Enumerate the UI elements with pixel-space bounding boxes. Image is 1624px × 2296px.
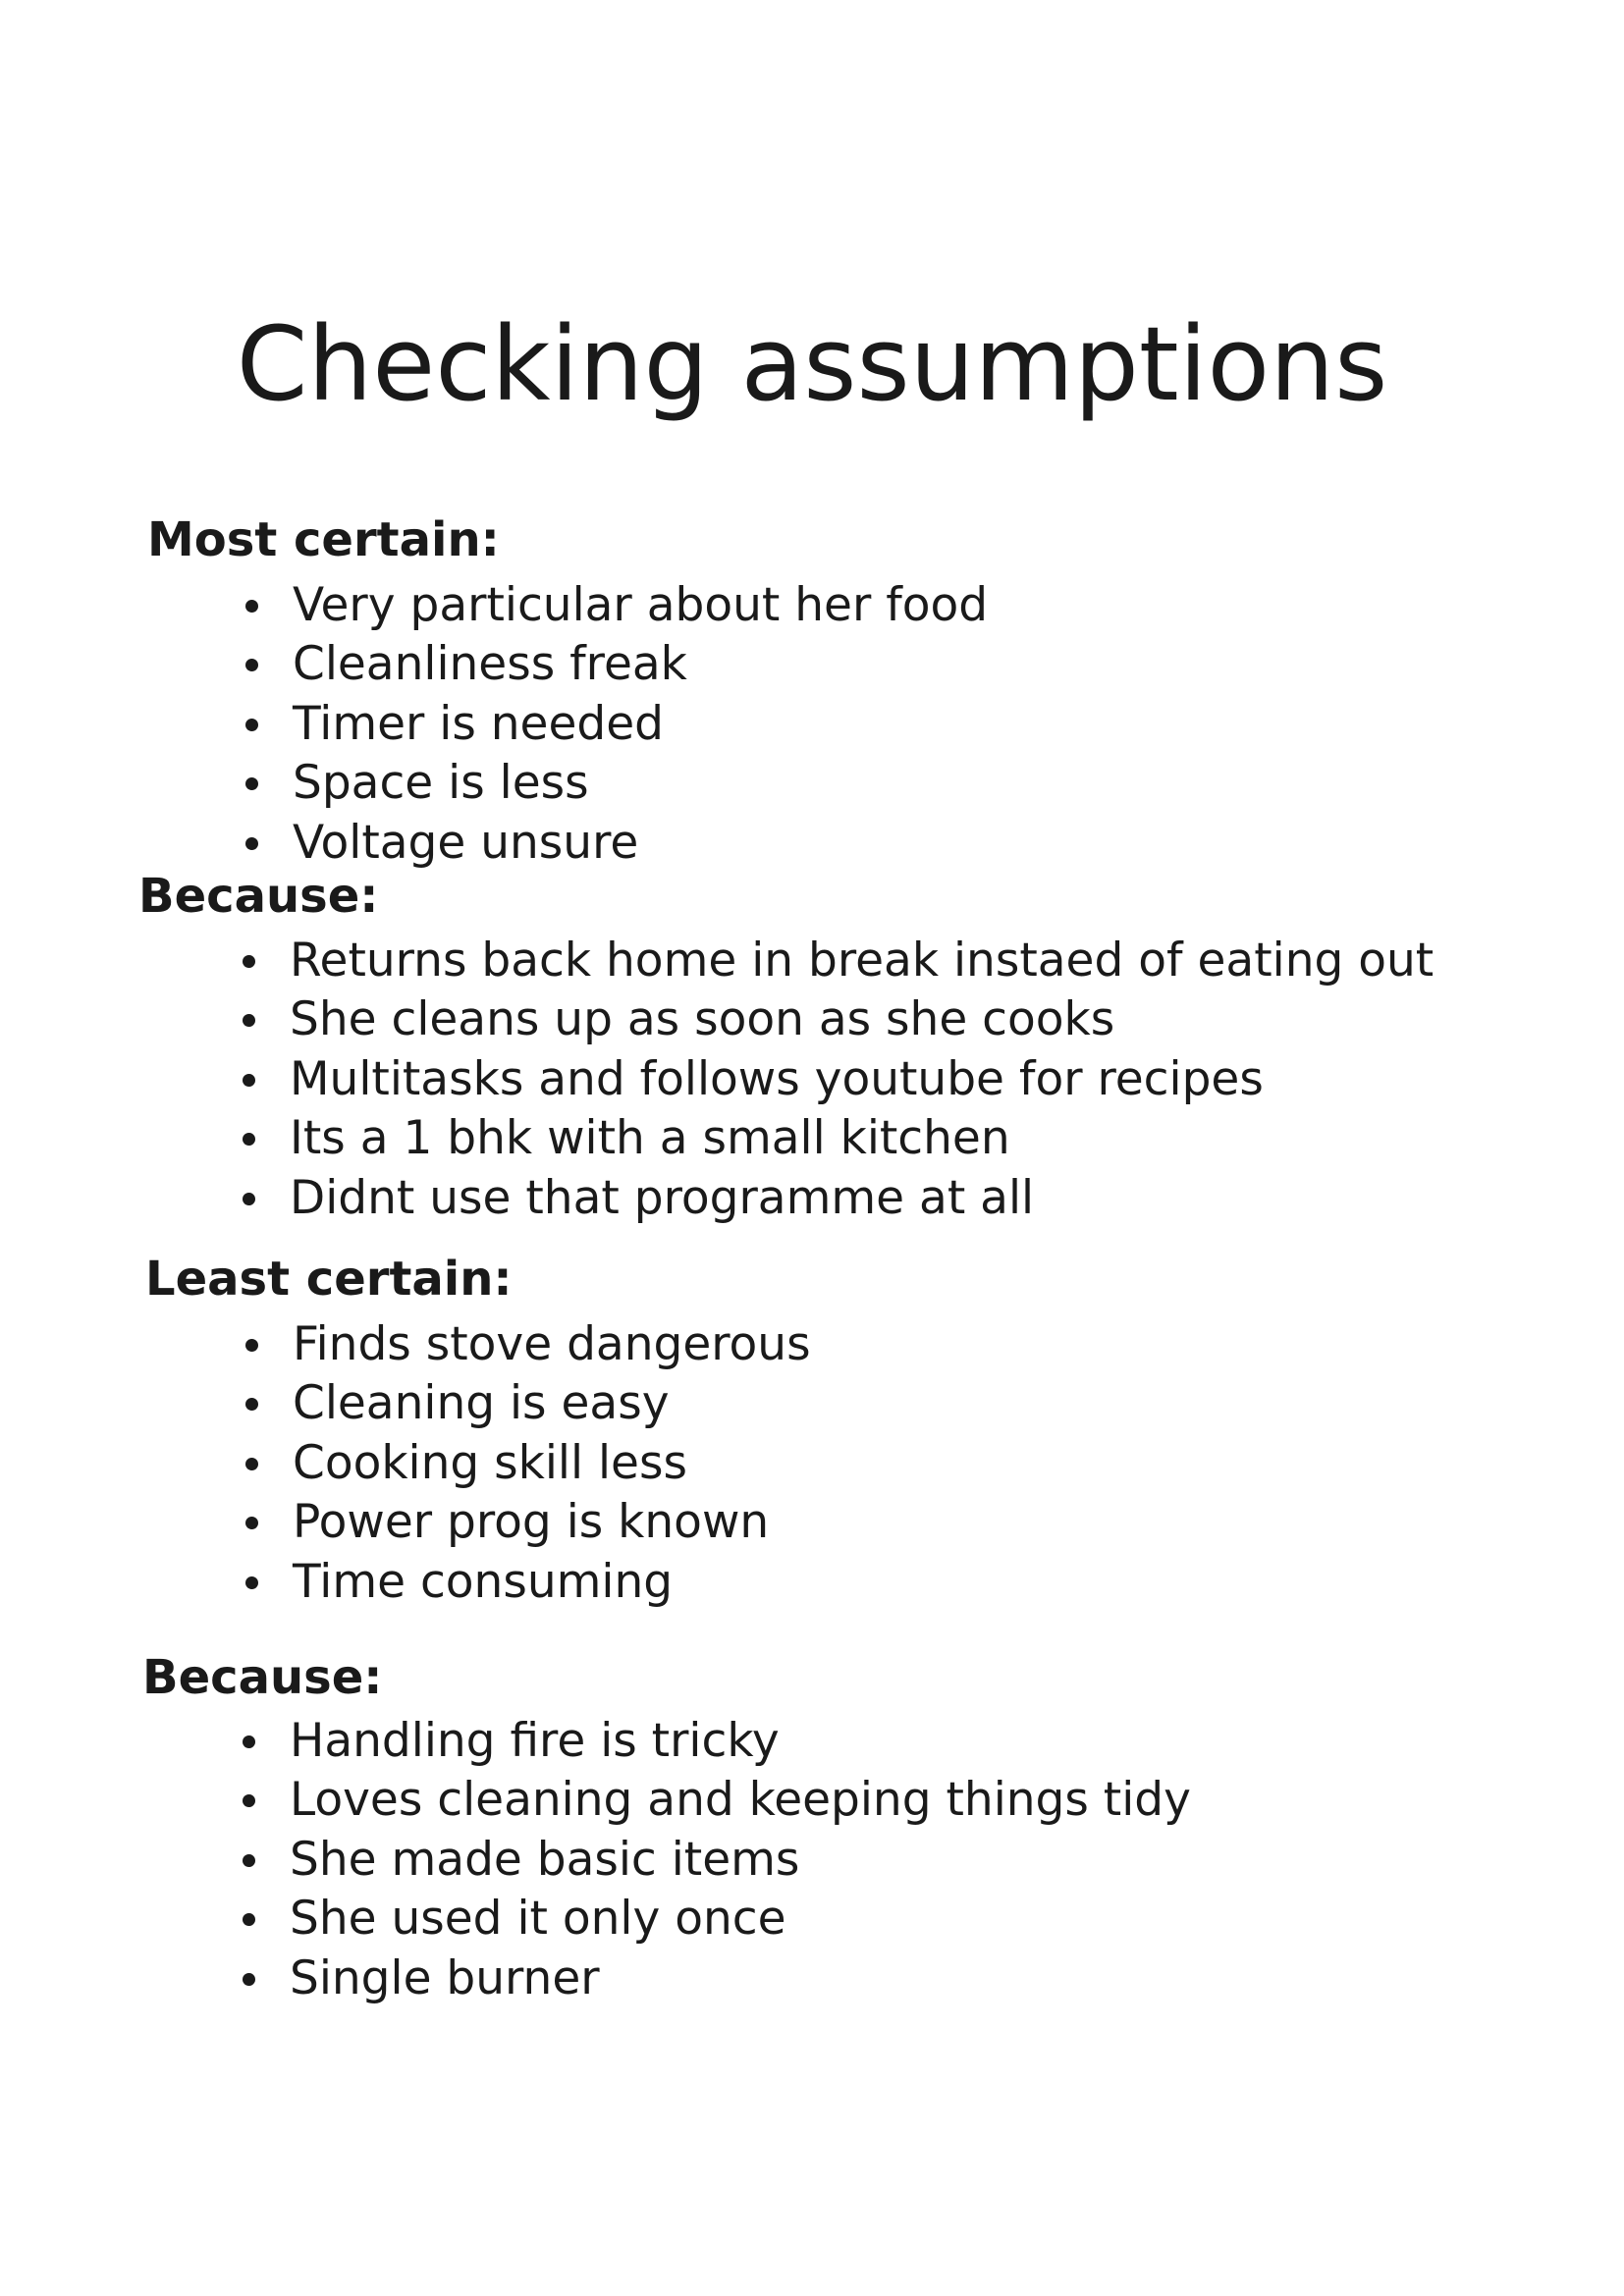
bullet-icon — [243, 1735, 255, 1748]
bullet-icon — [243, 1074, 255, 1087]
bullet-icon — [245, 1339, 258, 1352]
bullet-icon — [243, 1133, 255, 1146]
list-item — [245, 754, 988, 813]
list-item — [243, 1949, 1191, 2008]
list-item — [243, 1831, 1191, 1890]
page-title: Checking assumptions — [236, 304, 1388, 424]
bullet-icon — [245, 600, 258, 613]
list-item — [243, 1890, 1191, 1949]
bullet-icon — [245, 1398, 258, 1411]
list-item-text: Single burner — [290, 1950, 600, 2005]
list-item-text: Its a 1 bhk with a small kitchen — [290, 1111, 1010, 1166]
list-item-text: Finds stove dangerous — [293, 1317, 811, 1371]
list-item-text: She used it only once — [290, 1892, 786, 1947]
list-item — [245, 695, 988, 754]
list-item — [245, 576, 988, 635]
least-certain-list — [245, 1315, 811, 1612]
list-item — [243, 1169, 1434, 1228]
because-least-certain-list — [243, 1712, 1191, 2008]
list-item-text: Power prog is known — [293, 1495, 770, 1550]
section-heading-least-certain: Least certain: — [145, 1252, 513, 1307]
bullet-icon — [245, 1458, 258, 1470]
list-item — [243, 1771, 1191, 1830]
list-item-text: Handling fire is tricky — [290, 1714, 780, 1768]
list-item — [245, 635, 988, 694]
list-item-text: Time consuming — [293, 1554, 674, 1609]
bullet-icon — [243, 955, 255, 968]
list-item — [245, 1315, 811, 1374]
list-item — [245, 1374, 811, 1433]
bullet-icon — [243, 1854, 255, 1867]
bullet-icon — [245, 777, 258, 790]
bullet-icon — [243, 1193, 255, 1205]
section-heading-because-most: Because: — [138, 869, 379, 924]
list-item-text: Loves cleaning and keeping things tidy — [290, 1773, 1191, 1828]
list-item-text: Didnt use that programme at all — [290, 1170, 1035, 1225]
bullet-icon — [243, 1973, 255, 1986]
list-item — [243, 1109, 1434, 1168]
list-item — [245, 814, 988, 873]
list-item-text: Timer is needed — [293, 696, 664, 751]
most-certain-list — [245, 576, 988, 873]
list-item-text: Voltage unsure — [293, 815, 639, 870]
list-item-text: Space is less — [293, 756, 589, 811]
bullet-icon — [245, 1576, 258, 1589]
list-item — [245, 1434, 811, 1493]
bullet-icon — [245, 1517, 258, 1529]
bullet-icon — [245, 659, 258, 671]
section-heading-because-least: Because: — [142, 1650, 383, 1705]
list-item — [243, 990, 1434, 1049]
section-heading-most-certain: Most certain: — [147, 512, 500, 567]
list-item — [243, 932, 1434, 990]
list-item-text: Cleanliness freak — [293, 637, 687, 692]
list-item-text: She cleans up as soon as she cooks — [290, 992, 1115, 1047]
list-item-text: Returns back home in break instaed of eating out — [290, 934, 1435, 988]
because-most-certain-list — [243, 932, 1434, 1228]
bullet-icon — [243, 1014, 255, 1027]
list-item — [245, 1493, 811, 1552]
list-item — [243, 1712, 1191, 1771]
bullet-icon — [243, 1913, 255, 1926]
list-item — [243, 1050, 1434, 1109]
bullet-icon — [245, 719, 258, 731]
list-item-text: She made basic items — [290, 1832, 800, 1887]
bullet-icon — [243, 1794, 255, 1807]
bullet-icon — [245, 837, 258, 850]
list-item-text: Multitasks and follows youtube for recipes — [290, 1051, 1264, 1106]
list-item-text: Cleaning is easy — [293, 1376, 670, 1431]
list-item — [245, 1553, 811, 1612]
list-item-text: Cooking skill less — [293, 1435, 687, 1490]
list-item-text: Very particular about her food — [293, 578, 989, 632]
